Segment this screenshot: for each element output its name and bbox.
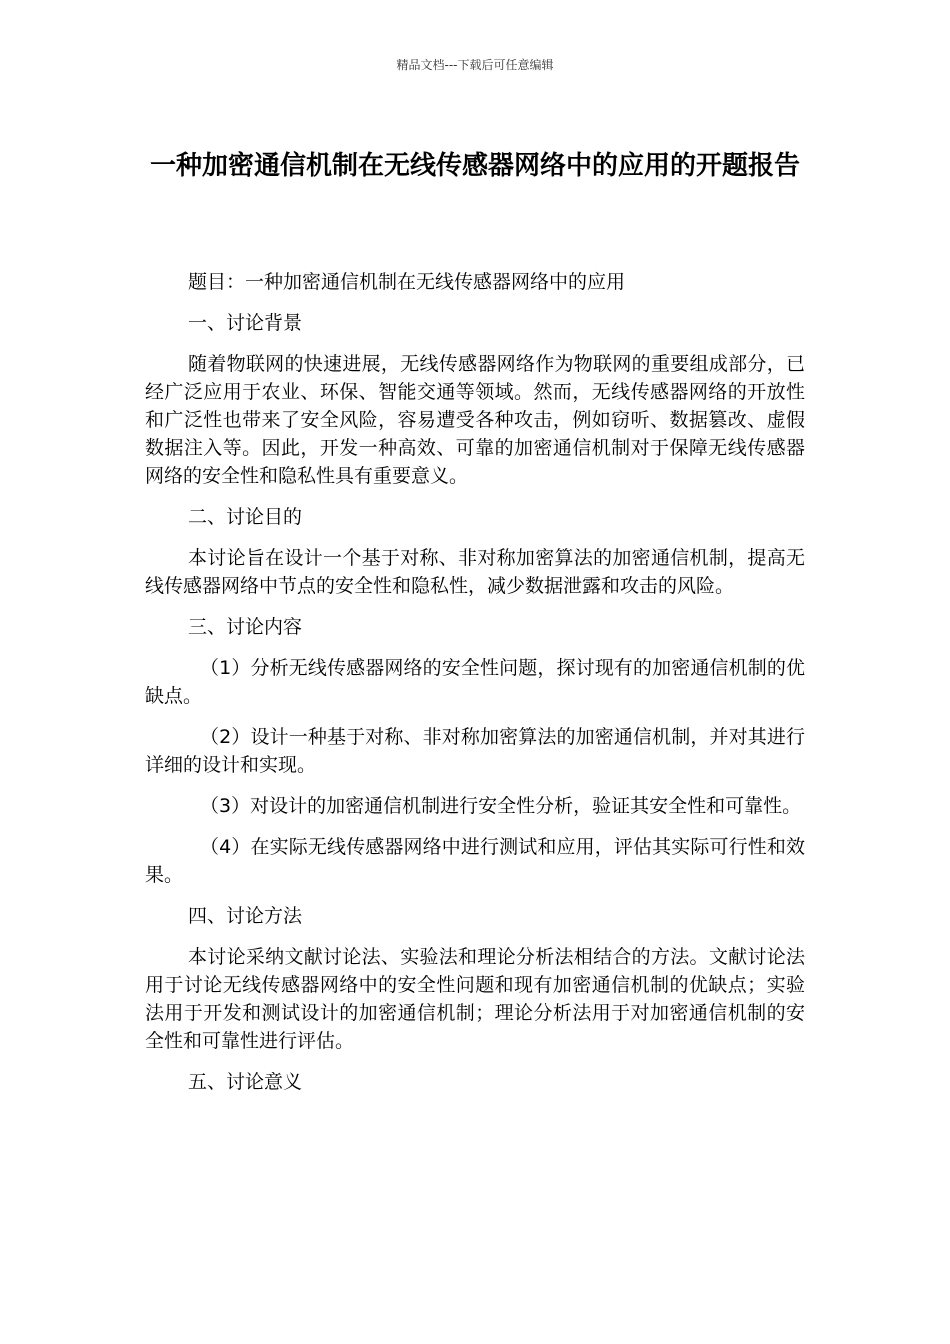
section-heading-content: 三、讨论内容 xyxy=(188,616,303,638)
section-heading-method: 四、讨论方法 xyxy=(188,905,303,927)
purpose-paragraph: 本讨论旨在设计一个基于对称、非对称加密算法的加密通信机制，提高无线传感器网络中节点的安全性和隐私性，减少数据泄露和攻击的风险。 xyxy=(145,547,805,597)
section-heading-background: 一、讨论背景 xyxy=(188,312,303,334)
content-item-3: （3）对设计的加密通信机制进行安全性分析，验证其安全性和可靠性。 xyxy=(200,795,802,817)
section-heading-significance: 五、讨论意义 xyxy=(188,1071,303,1093)
document-body xyxy=(145,268,805,1109)
background-paragraph: 随着物联网的快速进展，无线传感器网络作为物联网的重要组成部分，已经广泛应用于农业、环保、智能交通等领域。然而，无线传感器网络的开放性和广泛性也带来了安全风险，容易遭受各种攻击，例如窃听、数据篡改、虚假数据注入等。因此，开发一种高效、可靠的加密通信机制对于保障无线传感器网络的安全性和隐私性具有重要意义。 xyxy=(145,353,805,487)
page-header: 精品文档---下载后可任意编辑 xyxy=(396,58,554,72)
document-title: 一种加密通信机制在无线传感器网络中的应用的开题报告 xyxy=(149,151,800,181)
method-paragraph: 本讨论采纳文献讨论法、实验法和理论分析法相结合的方法。文献讨论法用于讨论无线传感器网络中的安全性问题和现有加密通信机制的优缺点；实验法用于开发和测试设计的加密通信机制；理论分析法用于对加密通信机制的安全性和可靠性进行评估。 xyxy=(145,946,805,1052)
content-item-2: （2）设计一种基于对称、非对称加密算法的加密通信机制，并对其进行详细的设计和实现。 xyxy=(145,726,805,776)
content-item-1: （1）分析无线传感器网络的安全性问题，探讨现有的加密通信机制的优缺点。 xyxy=(145,657,805,707)
subject-line: 题目：一种加密通信机制在无线传感器网络中的应用 xyxy=(188,271,626,293)
section-heading-purpose: 二、讨论目的 xyxy=(188,506,303,528)
content-item-4: （4）在实际无线传感器网络中进行测试和应用，评估其实际可行性和效果。 xyxy=(145,836,805,886)
